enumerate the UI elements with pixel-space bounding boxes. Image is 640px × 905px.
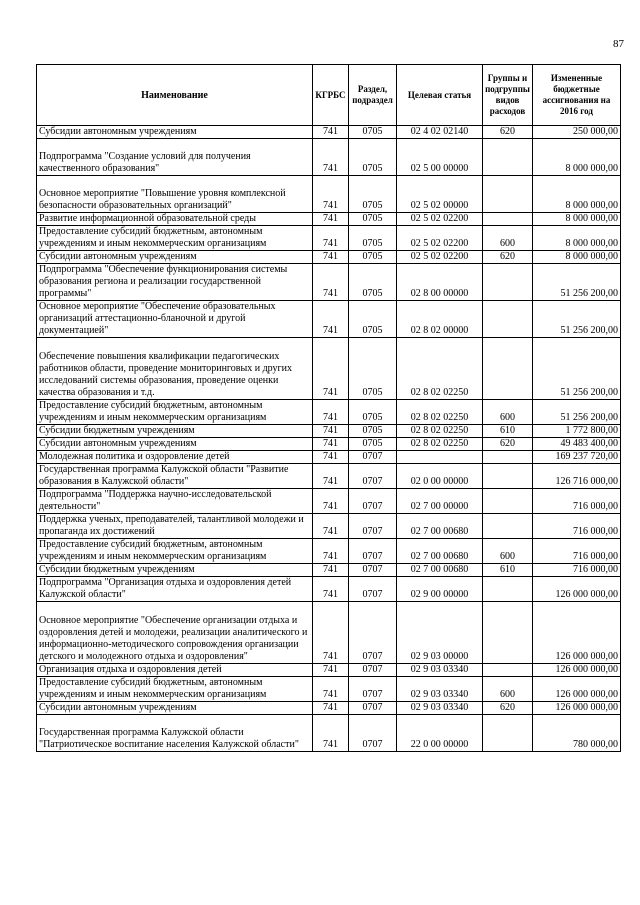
table-row — [37, 213, 621, 226]
cell-target: 02 7 00 00680 — [397, 514, 483, 539]
header-amount: Измененные бюджетные ассигнования на 2016 год — [533, 65, 621, 126]
cell-amount: 250 000,00 — [533, 126, 621, 139]
cell-amount: 716 000,00 — [533, 489, 621, 514]
cell-section: 0705 — [349, 264, 397, 301]
table-row — [37, 677, 621, 702]
cell-group — [483, 664, 533, 677]
cell-amount: 126 000 000,00 — [533, 677, 621, 702]
cell-kgrbs: 741 — [313, 677, 349, 702]
cell-section: 0705 — [349, 126, 397, 139]
cell-kgrbs: 741 — [313, 564, 349, 577]
cell-group — [483, 602, 533, 664]
cell-group: 620 — [483, 251, 533, 264]
cell-amount: 716 000,00 — [533, 564, 621, 577]
cell-group — [483, 213, 533, 226]
cell-name: Субсидии бюджетным учреждениям — [37, 425, 313, 438]
cell-target: 02 5 02 02200 — [397, 213, 483, 226]
cell-target: 02 8 02 02250 — [397, 338, 483, 400]
cell-kgrbs: 741 — [313, 226, 349, 251]
cell-name: Основное мероприятие "Обеспечение организации отдыха и оздоровления детей и молодежи, реализации аналитического и информационно-методического сопровождения организации детского и молодежного отдыха и оздоровления" — [37, 602, 313, 664]
cell-name: Поддержка ученых, преподавателей, талантливой молодежи и пропаганда их достижений — [37, 514, 313, 539]
table-row — [37, 514, 621, 539]
cell-amount: 51 256 200,00 — [533, 400, 621, 425]
cell-kgrbs: 741 — [313, 464, 349, 489]
cell-name: Субсидии автономным учреждениям — [37, 438, 313, 451]
cell-amount: 716 000,00 — [533, 514, 621, 539]
table-row — [37, 715, 621, 752]
cell-kgrbs: 741 — [313, 301, 349, 338]
cell-target: 22 0 00 00000 — [397, 715, 483, 752]
cell-group — [483, 715, 533, 752]
cell-section: 0705 — [349, 176, 397, 213]
table-row — [37, 425, 621, 438]
cell-amount: 51 256 200,00 — [533, 338, 621, 400]
table-row — [37, 139, 621, 176]
table-row — [37, 539, 621, 564]
cell-group — [483, 176, 533, 213]
cell-kgrbs: 741 — [313, 489, 349, 514]
cell-group — [483, 451, 533, 464]
cell-name: Предоставление субсидий бюджетным, автономным учреждениям и иным некоммерческим организациям — [37, 226, 313, 251]
cell-section: 0707 — [349, 539, 397, 564]
cell-kgrbs: 741 — [313, 176, 349, 213]
cell-section: 0707 — [349, 577, 397, 602]
cell-group: 600 — [483, 677, 533, 702]
table-row — [37, 338, 621, 400]
cell-kgrbs: 741 — [313, 715, 349, 752]
cell-kgrbs: 741 — [313, 539, 349, 564]
cell-kgrbs: 741 — [313, 664, 349, 677]
cell-group — [483, 264, 533, 301]
cell-target: 02 8 00 00000 — [397, 264, 483, 301]
cell-section: 0707 — [349, 702, 397, 715]
cell-name: Молодежная политика и оздоровление детей — [37, 451, 313, 464]
table-row — [37, 489, 621, 514]
cell-target: 02 5 02 02200 — [397, 226, 483, 251]
cell-section: 0705 — [349, 438, 397, 451]
cell-target: 02 8 02 00000 — [397, 301, 483, 338]
cell-target: 02 8 02 02250 — [397, 400, 483, 425]
cell-section: 0705 — [349, 251, 397, 264]
cell-section: 0707 — [349, 464, 397, 489]
table-row — [37, 126, 621, 139]
table-row — [37, 664, 621, 677]
table-row — [37, 264, 621, 301]
cell-section: 0707 — [349, 677, 397, 702]
cell-name: Предоставление субсидий бюджетным, автономным учреждениям и иным некоммерческим организациям — [37, 677, 313, 702]
table-row — [37, 438, 621, 451]
cell-kgrbs: 741 — [313, 213, 349, 226]
cell-name: Основное мероприятие "Повышение уровня комплексной безопасности образовательных организаций" — [37, 176, 313, 213]
cell-target: 02 8 02 02250 — [397, 425, 483, 438]
cell-target: 02 0 00 00000 — [397, 464, 483, 489]
cell-target: 02 9 03 03340 — [397, 702, 483, 715]
cell-name: Субсидии автономным учреждениям — [37, 251, 313, 264]
cell-amount: 51 256 200,00 — [533, 264, 621, 301]
cell-amount: 780 000,00 — [533, 715, 621, 752]
cell-section: 0707 — [349, 602, 397, 664]
cell-section: 0705 — [349, 213, 397, 226]
cell-name: Субсидии автономным учреждениям — [37, 702, 313, 715]
cell-target: 02 7 00 00000 — [397, 489, 483, 514]
cell-section: 0705 — [349, 226, 397, 251]
cell-section: 0705 — [349, 301, 397, 338]
cell-group — [483, 139, 533, 176]
cell-target: 02 4 02 02140 — [397, 126, 483, 139]
cell-section: 0707 — [349, 715, 397, 752]
table-row — [37, 702, 621, 715]
header-section: Раздел, подраздел — [349, 65, 397, 126]
cell-name: Обеспечение повышения квалификации педагогических работников области, проведение мониторинговых и других исследований системы образования, проведение оценки качества образования и т.д. — [37, 338, 313, 400]
cell-kgrbs: 741 — [313, 400, 349, 425]
cell-group: 610 — [483, 425, 533, 438]
cell-group: 610 — [483, 564, 533, 577]
cell-target: 02 7 00 00680 — [397, 564, 483, 577]
cell-name: Государственная программа Калужской области "Патриотическое воспитание населения Калужской области" — [37, 715, 313, 752]
cell-amount: 8 000 000,00 — [533, 251, 621, 264]
cell-name: Подпрограмма "Создание условий для получения качественного образования" — [37, 139, 313, 176]
cell-target: 02 5 02 00000 — [397, 176, 483, 213]
header-kgrbs: КГРБС — [313, 65, 349, 126]
cell-group: 600 — [483, 539, 533, 564]
cell-amount: 126 000 000,00 — [533, 664, 621, 677]
header-target: Целевая статья — [397, 65, 483, 126]
header-name: Наименование — [37, 65, 313, 126]
cell-group — [483, 489, 533, 514]
table-row — [37, 451, 621, 464]
cell-target: 02 8 02 02250 — [397, 438, 483, 451]
table-row — [37, 251, 621, 264]
cell-kgrbs: 741 — [313, 139, 349, 176]
cell-section: 0707 — [349, 514, 397, 539]
cell-kgrbs: 741 — [313, 251, 349, 264]
cell-amount: 51 256 200,00 — [533, 301, 621, 338]
cell-group: 620 — [483, 702, 533, 715]
cell-name: Субсидии бюджетным учреждениям — [37, 564, 313, 577]
cell-target: 02 9 03 03340 — [397, 677, 483, 702]
cell-target: 02 7 00 00680 — [397, 539, 483, 564]
cell-group — [483, 338, 533, 400]
cell-amount: 49 483 400,00 — [533, 438, 621, 451]
table-row — [37, 577, 621, 602]
cell-amount: 8 000 000,00 — [533, 213, 621, 226]
table-row — [37, 564, 621, 577]
cell-name: Организация отдыха и оздоровления детей — [37, 664, 313, 677]
cell-name: Подпрограмма "Организация отдыха и оздоровления детей Калужской области" — [37, 577, 313, 602]
cell-kgrbs: 741 — [313, 264, 349, 301]
cell-kgrbs: 741 — [313, 338, 349, 400]
cell-name: Развитие информационной образовательной среды — [37, 213, 313, 226]
cell-target: 02 9 00 00000 — [397, 577, 483, 602]
cell-amount: 8 000 000,00 — [533, 226, 621, 251]
cell-kgrbs: 741 — [313, 514, 349, 539]
cell-amount: 716 000,00 — [533, 539, 621, 564]
cell-group — [483, 301, 533, 338]
cell-amount: 126 000 000,00 — [533, 602, 621, 664]
table-row — [37, 602, 621, 664]
cell-section: 0707 — [349, 451, 397, 464]
table-row — [37, 400, 621, 425]
cell-kgrbs: 741 — [313, 602, 349, 664]
table-body — [37, 126, 621, 752]
table-row — [37, 464, 621, 489]
cell-name: Предоставление субсидий бюджетным, автономным учреждениям и иным некоммерческим организациям — [37, 400, 313, 425]
cell-amount: 1 772 800,00 — [533, 425, 621, 438]
cell-group — [483, 514, 533, 539]
cell-target: 02 9 03 03340 — [397, 664, 483, 677]
cell-section: 0707 — [349, 664, 397, 677]
cell-name: Предоставление субсидий бюджетным, автономным учреждениям и иным некоммерческим организациям — [37, 539, 313, 564]
table-row — [37, 176, 621, 213]
page-number: 87 — [613, 38, 624, 50]
cell-section: 0705 — [349, 425, 397, 438]
cell-amount: 126 000 000,00 — [533, 702, 621, 715]
cell-target: 02 9 03 00000 — [397, 602, 483, 664]
header-group: Группы и подгруппы видов расходов — [483, 65, 533, 126]
cell-group — [483, 577, 533, 602]
cell-kgrbs: 741 — [313, 577, 349, 602]
cell-kgrbs: 741 — [313, 451, 349, 464]
cell-kgrbs: 741 — [313, 438, 349, 451]
table-row — [37, 226, 621, 251]
cell-name: Государственная программа Калужской области "Развитие образования в Калужской области" — [37, 464, 313, 489]
table-row — [37, 301, 621, 338]
cell-amount: 8 000 000,00 — [533, 139, 621, 176]
cell-kgrbs: 741 — [313, 425, 349, 438]
cell-group: 600 — [483, 400, 533, 425]
cell-kgrbs: 741 — [313, 702, 349, 715]
cell-amount: 126 716 000,00 — [533, 464, 621, 489]
cell-target: 02 5 02 02200 — [397, 251, 483, 264]
cell-target: 02 5 00 00000 — [397, 139, 483, 176]
cell-section: 0707 — [349, 489, 397, 514]
cell-amount: 169 237 720,00 — [533, 451, 621, 464]
cell-kgrbs: 741 — [313, 126, 349, 139]
cell-name: Основное мероприятие "Обеспечение образовательных организаций аттестационно-бланочной и другой документацией" — [37, 301, 313, 338]
cell-amount: 8 000 000,00 — [533, 176, 621, 213]
cell-name: Подпрограмма "Поддержка научно-исследовательской деятельности" — [37, 489, 313, 514]
table-header-row — [37, 65, 621, 126]
cell-amount: 126 000 000,00 — [533, 577, 621, 602]
cell-group: 620 — [483, 438, 533, 451]
cell-group: 620 — [483, 126, 533, 139]
cell-section: 0705 — [349, 400, 397, 425]
cell-group: 600 — [483, 226, 533, 251]
cell-section: 0705 — [349, 139, 397, 176]
cell-section: 0705 — [349, 338, 397, 400]
cell-name: Субсидии автономным учреждениям — [37, 126, 313, 139]
cell-section: 0707 — [349, 564, 397, 577]
cell-name: Подпрограмма "Обеспечение функционирования системы образования региона и реализации государственной программы" — [37, 264, 313, 301]
cell-target — [397, 451, 483, 464]
budget-table — [36, 64, 621, 752]
cell-group — [483, 464, 533, 489]
